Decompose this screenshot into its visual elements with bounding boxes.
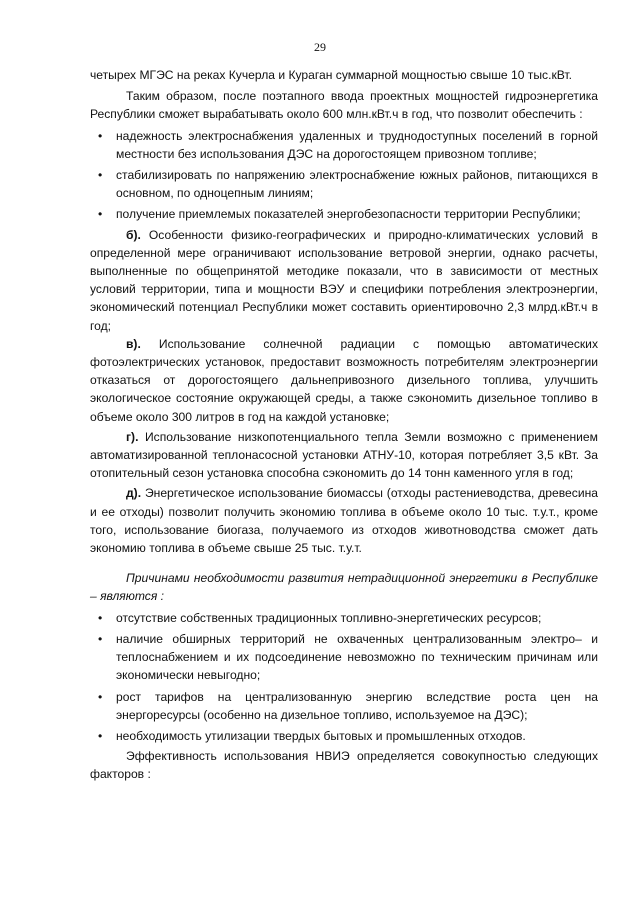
- list-item-text: наличие обширных территорий не охваченных централизованным электро– и теплоснабжением и их подсоединение невозможно по техническим причинам или экономически невыгодно;: [116, 631, 598, 683]
- list-item: [90, 205, 598, 223]
- paragraph-d: [90, 484, 598, 557]
- bullet-icon: •: [98, 207, 103, 222]
- list-item: [90, 609, 598, 627]
- list-item-text: необходимость утилизации твердых бытовых и промышленных отходов.: [116, 728, 526, 743]
- list-item-text: стабилизировать по напряжению электроснабжение южных районов, питающихся в основном, по одноцепным линиям;: [116, 168, 598, 201]
- reasons-heading: Причинами необходимости развития нетрадиционной энергетики в Республике – являются :: [90, 571, 598, 604]
- list-item: [90, 127, 598, 163]
- item-marker-d: д).: [126, 486, 142, 501]
- bullet-icon: •: [98, 631, 103, 646]
- list-item: [90, 630, 598, 685]
- bullet-list-2: [90, 609, 598, 745]
- page-number: 29: [314, 40, 326, 54]
- bullet-icon: •: [98, 728, 103, 743]
- item-marker-g: г).: [126, 429, 139, 444]
- paragraph-b-text: Особенности физико-географических и природно-климатических условий в определенной мере ограничивают использование ветровой энергии, однако расчеты, выполненные по общепринятой методике показали, что в зависимости от местных условий территории, типа и мощности ВЭУ и специфики потребления электроэнергии, экономический потенциал Республики может составить ориентировочно 2,3 млрд.кВт.ч в год;: [90, 227, 598, 333]
- bullet-icon: •: [98, 689, 103, 704]
- list-item-text: получение приемлемых показателей энергобезопасности территории Республики;: [116, 207, 581, 222]
- document-body: [90, 66, 598, 784]
- list-item-text: отсутствие собственных традиционных топливно-энергетических ресурсов;: [116, 610, 542, 625]
- bullet-list-1: [90, 127, 598, 224]
- list-item-text: надежность электроснабжения удаленных и труднодоступных поселений в горной местности без использования ДЭС на дорогостоящем привозном топливе;: [116, 128, 598, 161]
- paragraph-2: Таким образом, после поэтапного ввода проектных мощностей гидроэнергетика Республики сможет вырабатывать около 600 млн.кВт.ч в год, что позволит обеспечить :: [90, 89, 598, 122]
- list-item: [90, 166, 598, 202]
- paragraph-b: [90, 226, 598, 335]
- bullet-icon: •: [98, 610, 103, 625]
- paragraph-g: [90, 428, 598, 483]
- list-item: [90, 727, 598, 745]
- list-item: [90, 688, 598, 724]
- paragraph-d-text: Энергетическое использование биомассы (отходы растениеводства, древесина и ее отходы) позволит получить экономию топлива в объеме около 10 тыс. т.у.т., кроме того, использование биогаза, получаемого из отходов животноводства сможет дать экономию топлива в объеме свыше 25 тыс. т.у.т.: [90, 486, 598, 556]
- list-item-text: рост тарифов на централизованную энергию вследствие роста цен на энергоресурсы (особенно на дизельное топливо, используемое на ДЭС);: [116, 689, 598, 722]
- paragraph-v: [90, 335, 598, 426]
- paragraph-v-text: Использование солнечной радиации с помощью автоматических фотоэлектрических установок, предоставит возможность потребителям электроэнергии отказаться от дорогостоящего дальнепривозного дизельного топлива, улучшить экологическое состояние окружающей среды, а также сэкономить дизельное топливо в объеме около 300 литров в год на каждой установке;: [90, 336, 598, 424]
- paragraph-g-text: Использование низкопотенциального тепла Земли возможно с применением автоматизированной теплонасосной установки АТНУ-10, которая потребляет 3,5 кВт. За отопительный сезон установка способна сэкономить до 14 тонн каменного угля в год;: [90, 429, 598, 481]
- paragraph-1: четырех МГЭС на реках Кучерла и Кураган суммарной мощностью свыше 10 тыс.кВт.: [90, 68, 572, 82]
- paragraph-last: Эффективность использования НВИЭ определяется совокупностью следующих факторов :: [90, 749, 598, 782]
- bullet-icon: •: [98, 128, 103, 143]
- bullet-icon: •: [98, 168, 103, 183]
- item-marker-b: б).: [126, 227, 141, 242]
- item-marker-v: в).: [126, 336, 141, 351]
